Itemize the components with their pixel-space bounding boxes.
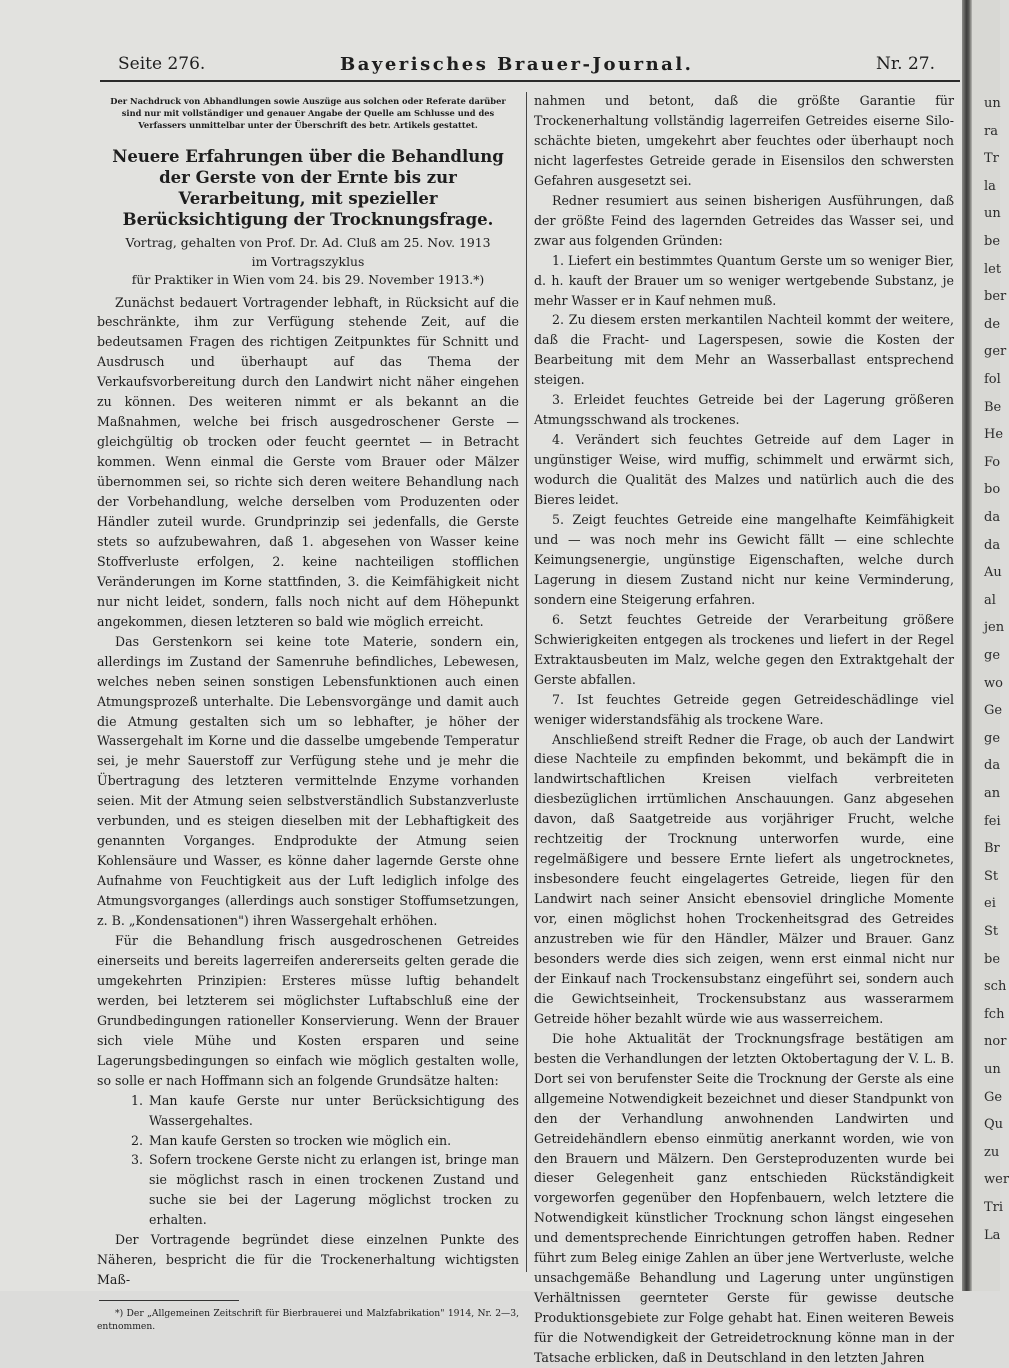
left-column xyxy=(97,95,519,1333)
next-page-fragment: Be xyxy=(984,399,1002,415)
next-page-fragment: He xyxy=(984,427,1004,443)
next-page-fragment: ber xyxy=(984,289,1007,305)
next-page-fragment: fei xyxy=(984,813,1001,829)
next-page-fragment: ger xyxy=(984,344,1007,360)
next-page-fragment: al xyxy=(984,592,996,608)
next-page-fragment: jen xyxy=(984,620,1005,636)
next-page-fragment: be xyxy=(984,234,1001,249)
next-page-fragment: be xyxy=(984,951,1001,967)
next-page-fragment: an xyxy=(984,786,1001,801)
book-gutter xyxy=(962,0,972,1291)
next-page-fragment: de xyxy=(984,316,1001,332)
paragraph: Redner resumiert aus seinen bisherigen Ausführungen, daß der größte Feind des lagernden Getreides das Wasser sei, und zwar aus folgenden Gründen: xyxy=(534,192,954,248)
next-page-fragment: Br xyxy=(984,841,1000,857)
list-item xyxy=(97,1091,519,1131)
next-page-fragment: let xyxy=(984,261,1002,277)
subtitle-line-3: für Praktiker in Wien vom 24. bis 29. November 1913.*) xyxy=(131,272,485,287)
next-page-fragment: wo xyxy=(984,675,1003,691)
next-page-fragment: St xyxy=(984,868,999,884)
next-page-fragment: bo xyxy=(984,482,1001,498)
reason-item: 7. Ist feuchtes Getreide gegen Getreideschädlinge viel weniger widerstandsfähig als trockene Ware. xyxy=(534,691,954,727)
next-page-fragment: da xyxy=(984,758,1001,774)
reason-item: 6. Setzt feuchtes Getreide der Verarbeitung größere Schwierigkeiten entgegen als trockenes und liefert in der Regel Extraktausbeuten im Malz, welche gegen den Extraktgehalt der Gerste abfallen. xyxy=(534,611,954,687)
article-subtitle xyxy=(97,234,519,290)
paragraph: nahmen und betont, daß die größte Garantie für Trockenerhaltung vollständig lagerreifen Getreides eiserne Siloschächte bieten, umgekehrt aber feuchtes oder überhaupt noch nicht lagerfestes Getreide gerade in Eisensilos den schwersten Gefahren ausgesetzt sei. xyxy=(534,93,954,188)
reason-item: 5. Zeigt feuchtes Getreide eine mangelhafte Keimfähigkeit und — was noch mehr ins Gewicht fällt — eine schlechte Keimungsenergie, ungünstige Eigenschaften, welche durch Lagerung in diesem Zustand nicht nur keine Verminderung, sondern eine Steigerung erfahren. xyxy=(534,512,954,607)
list-number: 3. xyxy=(131,1152,144,1168)
paragraph: Die hohe Aktualität der Trocknungsfrage bestätigen am besten die Verhandlungen der letzten Oktobertagung der V. L. B. Dort sei von berufenster Seite die Trocknung der Gerste als eine allgemeine Notwendigkeit bezeichnet und dieser Standpunkt von den der Verhandlung anwohnenden Landwirten und Getreidehändlern ebenso einmütig anerkannt worden, wie von den Brauern und Mälzern. Den Gersteproduzenten wurde bei dieser Gelegenheit ganz entschieden Rückständigkeit vorgeworfen gegenüber den Hopfenbauern, welch letztere die Notwendigkeit künstlicher Trocknung schon längst eingesehen und dementsprechende Einrichtungen getroffen haben. Redner führt zum Beleg einige Zahlen an über jene Wertverluste, welche unsachgemäße Behandlung und Lagerung unter ungünstigen Verhältnissen geernteter Gerste für gewisse deutsche Produktionsgebiete zur Folge gehabt hat. Einen weiteren Beweis für die Notwendigkeit der Getreidetrocknung könne man in der Tatsache erblicken, daß in Deutschland in den letzten Jahren xyxy=(534,1030,954,1366)
subtitle-line-1: Vortrag, gehalten von Prof. Dr. Ad. Cluß am 25. Nov. 1913 xyxy=(125,235,491,250)
next-page-fragment: St xyxy=(984,924,999,939)
right-column xyxy=(534,91,954,1368)
list-item xyxy=(97,1150,519,1230)
next-page-fragment: da xyxy=(984,537,1001,553)
next-page-fragment: wer xyxy=(984,1172,1009,1188)
next-page-fragment: sch xyxy=(984,979,1007,995)
footnote: *) Der „Allgemeinen Zeitschrift für Bierbrauerei und Malzfabrikation" 1914, Nr. 2—3, entnommen. xyxy=(97,1308,519,1333)
next-page-fragment: Ge xyxy=(984,703,1003,719)
article-title: Neuere Erfahrungen über die Behandlung der Gerste von der Ernte bis zur Verarbeitung, mit spezieller Berücksichtigung der Trocknungsfrage. xyxy=(112,147,504,229)
next-page-fragment: un xyxy=(984,206,1001,222)
paragraph: Für die Behandlung frisch ausgedroschenen Getreides einerseits und bereits lagerreifen andererseits gelten gerade die umgekehrten Prinzipien: Ersteres müsse luftig behandelt werden, bei letzterem sei möglichster Luftabschluß eine der Grundbedingungen rationeller Konservierung. Wenn der Brauer sich viele Mühe und Kosten ersparen und seine Lagerungsbedingungen so einfach wie möglich gestalten wolle, so solle er nach Hoffmann sich an folgende Grundsätze halten: xyxy=(97,933,519,1088)
next-page-fragment: Tr xyxy=(984,151,999,167)
paragraph: Zunächst bedauert Vortragender lebhaft, in Rücksicht auf die beschränkte, ihm zur Verfügung stehende Zeit, auf die bedeutsamen Fragen des richtigen Zeitpunktes für Schnitt und Ausdrusch und überhaupt auf das Thema der Verkaufsvorbereitung durch den Landwirt nicht näher eingehen zu können. Des weiteren nimmt er als bekannt an die Maßnahmen, welche bei frisch ausgedroschener Gerste — gleichgültig ob trocken oder feucht geerntet — in Betracht kommen. Wenn einmal die Gerste vom Brauer oder Mälzer übernommen sei, so richte sich deren weitere Behandlung nach der Vorbehandlung, welche derselben vom Produzenten oder Händler zuteil wurde. Grundprinzip sei jedenfalls, die Gerste stets so aufzubewahren, daß 1. abgesehen von Wasser keine Stoffverluste erfolgen, 2. keine nachteiligen stofflichen Veränderungen im Korne stattfinden, 3. die Keimfähigkeit nicht nur nicht leidet, sondern, falls noch nicht auf dem Höhepunkt angekommen, diesen letzteren so bald wie möglich erreicht. xyxy=(97,294,519,629)
list-text: Sofern trockene Gerste nicht zu erlangen ist, bringe man sie möglichst rasch in einen trockenen Zustand und suche sie bei der Lagerung möglichst trocken zu erhalten. xyxy=(149,1152,519,1228)
next-page-fragment: Ge xyxy=(984,1089,1003,1105)
next-page-fragment: un xyxy=(984,96,1001,111)
list-number: 1. xyxy=(131,1092,144,1108)
next-page-fragment: Fo xyxy=(984,454,1001,470)
reprint-notice: Der Nachdruck von Abhandlungen sowie Auszüge aus solchen oder Referate darüber sind nur mit vollständiger und genauer Angabe der Quelle am Schlusse und des Verfassers unmittelbar unter der Überschrift des betr. Artikels gestattet. xyxy=(110,96,506,130)
paragraph: Das Gerstenkorn sei keine tote Materie, sondern ein, allerdings im Zustand der Samenruhe befindliches, Lebewesen, welches neben seinen sonstigen Lebensfunktionen auch einen Atmungsprozeß unterhalte. Die Lebensvorgänge und damit auch die Atmung gestalten sich um so lebhafter, je höher der Wassergehalt im Korne und die dasselbe umgebende Temperatur sei, je mehr Sauerstoff zur Verfügung stehe und je mehr die Übertragung des letzteren vermittelnde Enzyme vorhanden seien. Mit der Atmung seien selbstverständlich Substanzverluste verbunden, und es steigen dieselben mit der Lebhaftigkeit des genannten Vorganges. Endprodukte der Atmung seien Kohlensäure und Wasser, es könne daher lagernde Gerste ohne Aufnahme von Feuchtigkeit aus der Luft lediglich infolge des Atmungsvorganges (allerdings auch sonstiger Stoffumsetzungen, z. B. „Kondensationen") ihren Wassergehalt erhöhen. xyxy=(97,633,519,929)
next-page-fragment: Tri xyxy=(984,1200,1004,1215)
footnote-rule xyxy=(99,1300,239,1301)
subtitle-line-2: im Vortragszyklus xyxy=(251,253,365,269)
next-page-fragment: fol xyxy=(984,372,1001,387)
column-divider xyxy=(526,92,527,1272)
paragraph: Anschließend streift Redner die Frage, ob auch der Landwirt diese Nachteile zu empfinden bekommt, und bekämpft die in landwirtschaftlichen Kreisen vielfach verbreiteten diesbezüglichen irrtümlichen Anschauungen. Ganz abgesehen davon, daß Saatgetreide aus vorjähriger Frucht, welche rechtzeitig der Trocknung unterworfen wurde, eine regelmäßigere und bessere Ernte liefert als ungetrocknetes, insbesondere feucht eingelagertes Getreide, liegen für den Landwirt nach seiner Ansicht ebensoviel dringliche Momente vor, einen möglichst hohen Trockenheitsgrad des Getreides anzustreben wie für den Händler, Mälzer und Brauer. Ganz besonders werde dies sich zeigen, wenn erst einmal nicht nur der Einkauf nach Trockensubstanz eingeführt sei, sondern auch die Gewichtseinheit, Trockensubstanz aus wasserarmem Getreide höher bezahlt würde wie aus wasserreichem. xyxy=(534,731,954,1026)
next-page-fragment: da xyxy=(984,510,1001,525)
page-number: Seite 276. xyxy=(118,54,206,74)
journal-title: Bayerisches Brauer-Journal. xyxy=(340,54,694,75)
next-page-fragment: nor xyxy=(984,1034,1007,1050)
next-page-fragment: un xyxy=(984,1062,1001,1077)
reason-item: 1. Liefert ein bestimmtes Quantum Gerste um so weniger Bier, d. h. kauft der Brauer um so weniger wertgebende Substanz, je mehr Wasser er in Kauf nehmen muß. xyxy=(534,252,954,308)
list-text: Man kaufe Gerste nur unter Berücksichtigung des Wassergehaltes. xyxy=(149,1092,519,1128)
paragraph: Der Vortragende begründet diese einzelnen Punkte des Näheren, bespricht die für die Trockenerhaltung wichtigsten Maß- xyxy=(97,1232,519,1288)
next-page-fragment: La xyxy=(984,1227,1001,1243)
reason-item: 3. Erleidet feuchtes Getreide bei der Lagerung größeren Atmungsschwand als trockenes. xyxy=(534,392,954,428)
next-page-fragment: ra xyxy=(984,123,998,139)
next-page-fragment: Qu xyxy=(984,1117,1004,1133)
list-text: Man kaufe Gersten so trocken wie möglich ein. xyxy=(149,1132,452,1148)
next-page-fragment: Au xyxy=(984,565,1002,581)
reason-item: 2. Zu diesem ersten merkantilen Nachteil kommt der weitere, daß die Fracht- und Lagerspesen, sowie die Kosten der Bearbeitung mit dem Mehr an Wasserballast entsprechend steigen. xyxy=(534,312,954,388)
next-page-fragment: ge xyxy=(984,730,1001,746)
next-page-fragment: ei xyxy=(984,896,996,912)
next-page-fragment: la xyxy=(984,178,996,194)
next-page-edge xyxy=(972,0,1009,1291)
next-page-fragment: zu xyxy=(984,1144,1000,1160)
header-rule xyxy=(100,80,960,82)
list-number: 2. xyxy=(131,1132,144,1148)
list-item xyxy=(97,1131,519,1151)
next-page-fragment: ge xyxy=(984,648,1001,663)
issue-number: Nr. 27. xyxy=(876,54,935,74)
reason-item: 4. Verändert sich feuchtes Getreide auf dem Lager in ungünstiger Weise, wird muffig, schimmelt und erwärmt sich, wodurch die Qualität des Malzes und natürlich auch die des Bieres leidet. xyxy=(534,432,954,508)
next-page-fragment: fch xyxy=(984,1006,1005,1022)
